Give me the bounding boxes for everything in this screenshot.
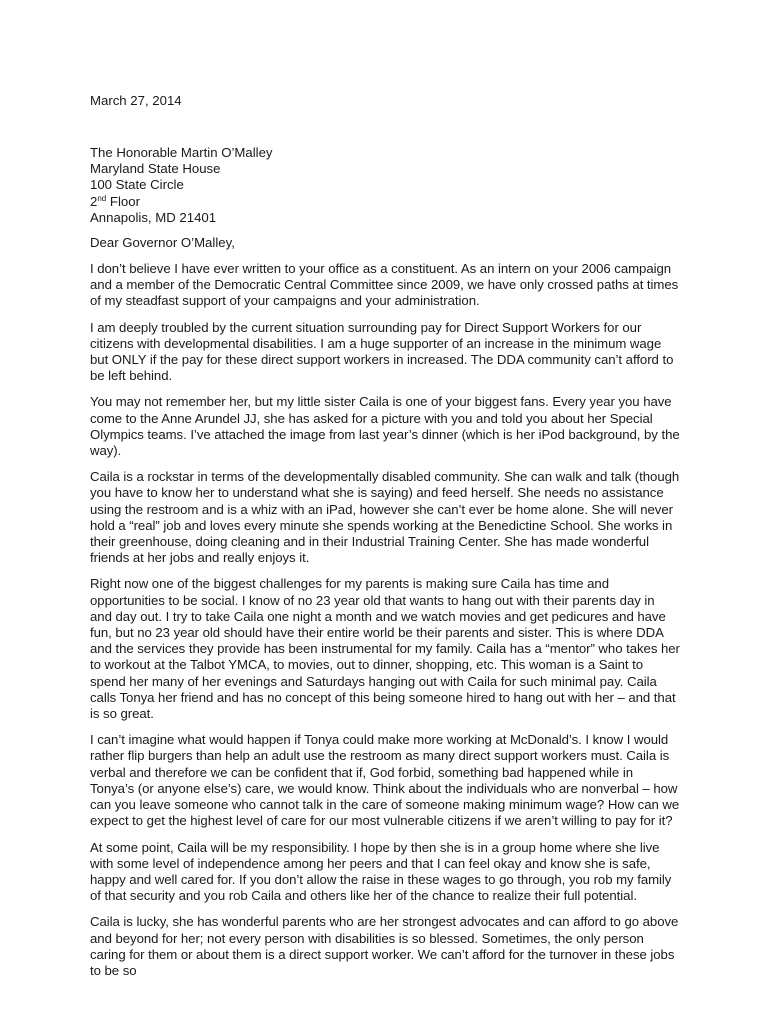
body-paragraph: I am deeply troubled by the current situation surrounding pay for Direct Support Workers for our citizens with developmental disabilities. I am a huge supporter of an increase in the minimum wage but ONLY if the pay for these direct support workers in increased. The DDA community can’t afford to be left behind. xyxy=(90,319,674,384)
recipient-city-state-zip: Annapolis, MD 21401 xyxy=(90,209,217,225)
recipient-address xyxy=(90,145,273,226)
floor-ordinal-suffix: nd xyxy=(97,193,107,203)
recipient-building: Maryland State House xyxy=(90,161,221,177)
body-paragraph: Caila is a rockstar in terms of the developmentally disabled community. She can walk and talk (though you have to know her to understand what she is saying) and feed herself. She needs no assistance using the restroom and is a whiz with an iPad, however she can’t ever be home alone. She will never hold a “real” job and loves every minute she spends working at the Benedictine School. She works in their greenhouse, doing cleaning and in their Industrial Training Center. She has made wonderful friends at her jobs and really enjoys it. xyxy=(90,469,680,566)
body-paragraph: At some point, Caila will be my responsibility. I hope by then she is in a group home where she live with some level of independence among her peers and that I can feel okay and know she is safe, happy and well cared for. If you don’t allow the raise in these wages to go through, you rob my family of that security and you rob Caila and others like her of the chance to realize their full potential. xyxy=(90,839,672,904)
recipient-street: 100 State Circle xyxy=(90,177,184,193)
body-paragraph: You may not remember her, but my little sister Caila is one of your biggest fans. Every year you have come to the Anne Arundel JJ, she has asked for a picture with you and told you about her Special Olympics teams. I’ve attached the image from last year’s dinner (which is her iPod background, by the way). xyxy=(90,394,680,459)
letter-body xyxy=(90,261,680,989)
body-paragraph: I can’t imagine what would happen if Tonya could make more working at McDonald’s. I know I would rather flip burgers than help an adult use the restroom as many direct support workers must. Caila is verbal and therefore we can be confident that if, God forbid, something bad happened while in Tonya’s (or anyone else’s) care, we would know. Think about the individuals who are nonverbal – how can you leave someone who cannot talk in the care of someone making minimum wage? How can we expect to get the highest level of care for our most vulnerable citizens if we aren’t willing to pay for it? xyxy=(90,732,680,829)
recipient-name: The Honorable Martin O’Malley xyxy=(90,145,273,160)
floor-number: 2 xyxy=(90,193,98,209)
body-paragraph: I don’t believe I have ever written to your office as a constituent. As an intern on your 2006 campaign and a member of the Democratic Central Committee since 2009, we have only crossed paths at times of my steadfast support of your campaigns and your administration. xyxy=(90,261,679,309)
letter-date: March 27, 2014 xyxy=(90,93,182,108)
salutation: Dear Governor O’Malley, xyxy=(90,235,235,250)
floor-word: Floor xyxy=(106,193,140,209)
body-paragraph: Caila is lucky, she has wonderful parents who are her strongest advocates and can afford to go above and beyond for her; not every person with disabilities is so blessed. Sometimes, the only person caring for them or about them is a direct support worker. We can’t afford for the turnover in these jobs to be so xyxy=(90,914,679,978)
recipient-floor xyxy=(90,194,273,210)
body-paragraph: Right now one of the biggest challenges for my parents is making sure Caila has time and opportunities to be social. I know of no 23 year old that wants to hang out with their parents day in and day out. I try to take Caila one night a month and we watch movies and get pedicures and have fun, but no 23 year old should have their entire world be their parents and sister. This is where DDA and the services they provide has been instrumental for my family. Caila has a “mentor” who takes her to workout at the Talbot YMCA, to movies, out to dinner, shopping, etc. This woman is a Saint to spend her many of her evenings and Saturdays hanging out with Caila for such minimal pay. Caila calls Tonya her friend and has no concept of this being someone hired to hang out with her – and that is so great. xyxy=(90,576,680,722)
